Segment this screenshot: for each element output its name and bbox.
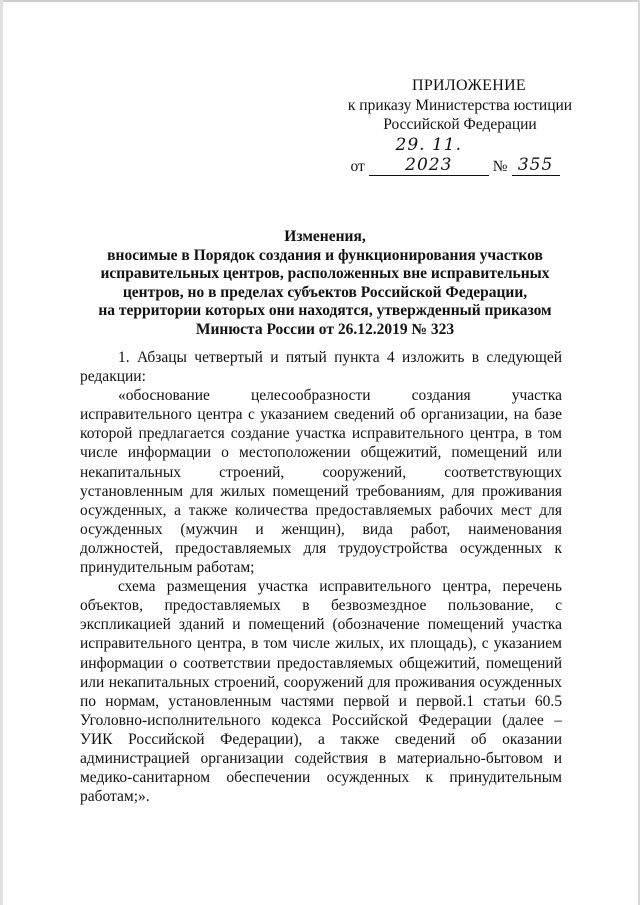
page-edge-left [0,0,3,905]
handwritten-number: 355 [512,155,560,176]
from-label: от [350,158,365,175]
heading-line: Минюста России от 26.12.2019 № 323 [195,320,455,338]
handwritten-date: 29. 11. 2023 [369,135,489,176]
document-heading [70,228,580,340]
appendix-title: ПРИЛОЖЕНИЕ [411,77,526,94]
page-edge-top [0,0,640,2]
order-date-number-line [320,135,590,176]
heading-line: центров, но в пределах субъектов Российской Федерации, [122,283,528,301]
heading-line: исправительных центров, расположенных вне исправительных [100,265,550,283]
heading-line: вносимые в Порядок создания и функционирования участков [107,246,543,264]
heading-line: Изменения, [284,228,366,245]
appendix-line-2: Российской Федерации [383,116,537,133]
appendix-line-1: к приказу Министерства юстиции [347,97,573,114]
heading-line: на территории которых они находятся, утвержденный приказом [98,302,552,320]
document-body [80,348,562,806]
body-paragraph-1: 1. Абзацы четвертый и пятый пункта 4 изложить в следующей редакции: [80,349,562,386]
appendix-block [330,76,590,176]
number-label: № [492,158,508,175]
body-paragraph-3: схема размещения участка исправительного центра, перечень объектов, предоставляемых в безвозмездное пользование, с экспликацией зданий и помещений (обозначение помещений участка исправительного центра, в том числе жилых, их площадь), с указанием информации о соответствии предоставляемых общежитий, помещений или некапитальных строений, сооружений для проживания осужденных по нормам, установленным частями первой и первой.1 статьи 60.5 Уголовно-исполнительного кодекса Российской Федерации (далее – УИК Российской Федерации), а также сведений об оказании администрацией организации содействия в материально-бытовом и медико-санитарном обеспечении осужденных к принудительным работам;». [80,578,562,806]
body-paragraph-2: «обоснование целесообразности создания участка исправительного центра с указанием сведений об организации, на базе которой предлагается создание участка исправительного центра, в том числе информации о местоположении общежитий, помещений или некапитальных строений, сооружений, соответствующих установленным для жилых помещений требованиям, для проживания осужденных, а также количества предоставляемых рабочих мест для осужденных (мужчин и женщин), вида работ, наименования должностей, предоставляемых для трудоустройства осужденных к принудительным работам; [80,387,562,577]
